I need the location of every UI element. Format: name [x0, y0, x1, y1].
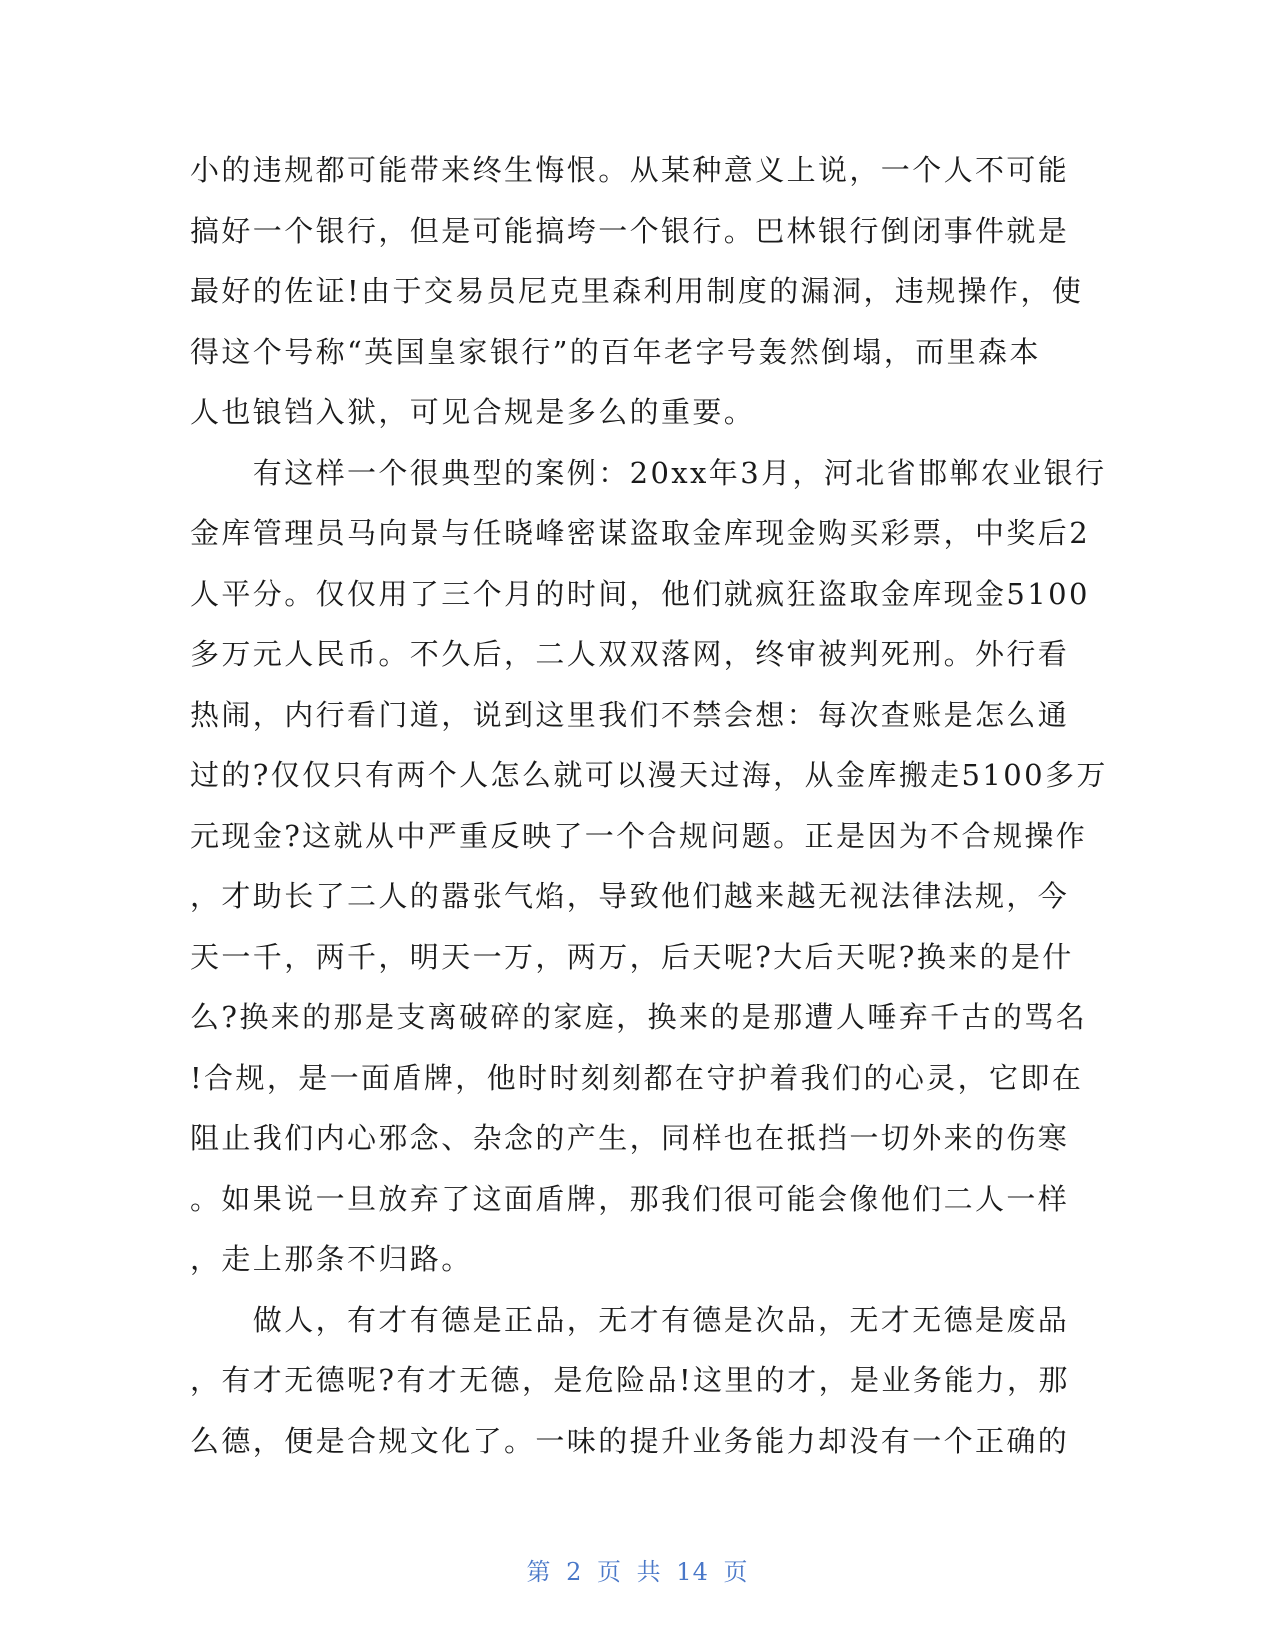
text-line: 金库管理员马向景与任晓峰密谋盗取金库现金购买彩票，中奖后2 — [190, 516, 1091, 550]
text-line: ，走上那条不归路。 — [190, 1242, 473, 1276]
text-line: ，有才无德呢?有才无德，是危险品!这里的才，是业务能力，那 — [190, 1363, 1070, 1397]
document-body — [190, 140, 1108, 1471]
text-line: 得这个号称“英国皇家银行”的百年老字号轰然倒塌，而里森本 — [190, 334, 1041, 369]
text-line: 元现金?这就从中严重反映了一个合规问题。正是因为不合规操作 — [190, 818, 1088, 853]
page-number-footer: 第 2 页 共 14 页 — [526, 1558, 749, 1586]
text-line: 搞好一个银行，但是可能搞垮一个银行。巴林银行倒闭事件就是 — [190, 213, 1070, 248]
text-line: 小的违规都可能带来终生悔恨。从某种意义上说，一个人不可能 — [190, 153, 1070, 187]
text-line: 么德，便是合规文化了。一味的提升业务能力却没有一个正确的 — [190, 1423, 1070, 1458]
text-line: 最好的佐证!由于交易员尼克里森利用制度的漏洞，违规操作，使 — [190, 274, 1084, 308]
text-line: 过的?仅仅只有两个人怎么就可以漫天过海，从金库搬走5100多万 — [190, 758, 1108, 792]
text-line: 多万元人民币。不久后，二人双双落网，终审被判死刑。外行看 — [190, 637, 1070, 671]
text-line: !合规，是一面盾牌，他时时刻刻都在守护着我们的心灵，它即在 — [190, 1060, 1084, 1095]
text-line: 人也锒铛入狱，可见合规是多么的重要。 — [190, 395, 756, 429]
text-line: 么?换来的那是支离破碎的家庭，换来的是那遭人唾弃千古的骂名 — [190, 1000, 1088, 1034]
text-line: 阻止我们内心邪念、杂念的产生，同样也在抵挡一切外来的伤寒 — [190, 1121, 1070, 1155]
text-line: 有这样一个很典型的案例：20xx年3月，河北省邯郸农业银行 — [190, 455, 1107, 490]
text-line: 热闹，内行看门道，说到这里我们不禁会想：每次查账是怎么通 — [190, 697, 1070, 732]
text-line: 人平分。仅仅用了三个月的时间，他们就疯狂盗取金库现金5100 — [190, 576, 1090, 611]
text-line: 。如果说一旦放弃了这面盾牌，那我们很可能会像他们二人一样 — [190, 1181, 1070, 1216]
text-line: 天一千，两千，明天一万，两万，后天呢?大后天呢?换来的是什 — [190, 939, 1074, 974]
text-line: 做人，有才有德是正品，无才有德是次品，无才无德是废品 — [190, 1302, 1070, 1337]
text-line: ，才助长了二人的嚣张气焰，导致他们越来越无视法律法规，今 — [190, 879, 1070, 913]
